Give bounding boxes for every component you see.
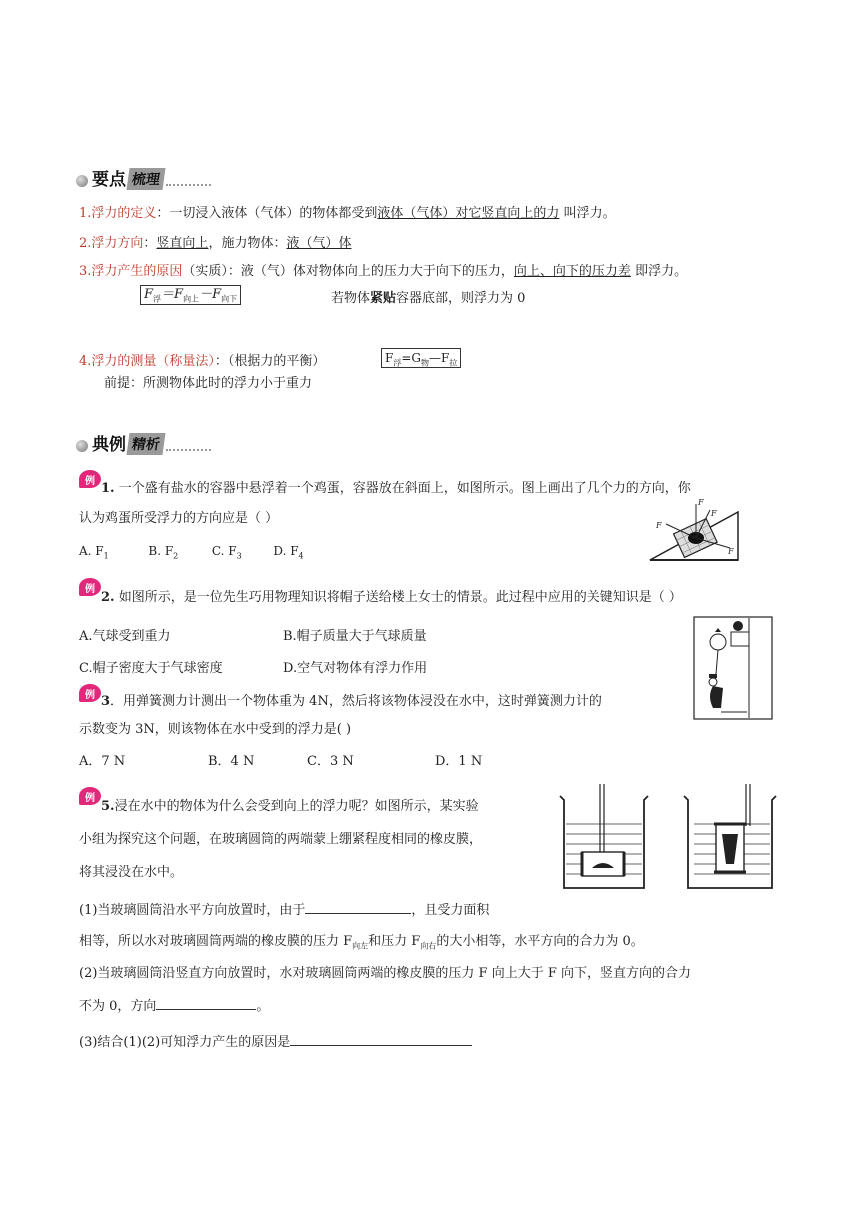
- q3-option-c[interactable]: C．3 N: [307, 754, 354, 769]
- underlined-answer: 竖直向上: [156, 236, 209, 251]
- text: 和压力 F: [368, 934, 421, 949]
- text: ，且受力面积: [411, 903, 490, 918]
- section-title: 典例: [92, 435, 126, 455]
- formula-part: —F: [428, 351, 450, 365]
- subscript: 向左: [352, 941, 369, 951]
- text: 即浮力。: [630, 264, 688, 279]
- q1-line1: [101, 477, 691, 496]
- q5-line3: 将其浸没在水中。: [79, 865, 184, 880]
- q3-option-d[interactable]: D．1 N: [435, 754, 483, 769]
- formula-sub: 浮: [153, 294, 162, 304]
- q3-option-b[interactable]: B．4 N: [208, 754, 255, 769]
- text: ：: [143, 236, 157, 251]
- formula-sub: 拉: [449, 358, 458, 368]
- q3-option-a[interactable]: A．7 N: [79, 754, 126, 769]
- q5-part3: [79, 1031, 472, 1050]
- text: (1)当玻璃圆筒沿水平方向放置时，由于: [79, 903, 306, 918]
- formula-sub: 向上: [183, 294, 200, 304]
- text: ．用弹簧测力计测出一个物体重为 4N，然后将该物体浸没在水中，这时弹簧测力计的: [110, 694, 602, 709]
- formula-part: F: [144, 287, 154, 302]
- text: (3)结合(1)(2)可知浮力产生的原因是: [79, 1035, 291, 1050]
- section-header-points: [76, 164, 211, 190]
- option-sub: 1: [103, 551, 109, 561]
- question-number: 2.: [101, 590, 115, 605]
- premise-note: 前提：所测物体此时的浮力小于重力: [104, 376, 313, 391]
- q1-option-b[interactable]: [148, 544, 179, 561]
- text: ：一切浸入液体（气体）的物体都受到: [156, 206, 378, 221]
- bullet-icon: [76, 440, 88, 452]
- text: 叫浮力。: [559, 206, 616, 221]
- formula-sub: 浮: [393, 358, 402, 368]
- q1-line2: 认为鸡蛋所受浮力的方向应是（ ）: [79, 511, 279, 526]
- example-badge-icon: 例: [79, 684, 101, 702]
- q3-line2: 示数变为 3N，则该物体在水中受到的浮力是( ): [79, 722, 352, 737]
- measure-formula-box: [381, 348, 461, 368]
- q1-options: [79, 544, 304, 560]
- point-label: 2.浮力方向: [79, 236, 144, 251]
- formula-box: [140, 285, 241, 305]
- option-sub: 2: [173, 551, 179, 561]
- section-tag: 精析: [126, 433, 165, 455]
- text: 。: [256, 999, 270, 1014]
- point-cause: [79, 260, 687, 279]
- text: 相等，所以水对玻璃圆筒两端的橡皮膜的压力 F: [79, 934, 353, 949]
- question-number: 1.: [101, 481, 115, 496]
- q1-option-d[interactable]: [273, 544, 304, 561]
- option-label: D. F: [273, 544, 299, 558]
- q5-part1-line1: [79, 899, 489, 918]
- point-label: 3.浮力产生的原因: [79, 264, 183, 279]
- q2-option-b[interactable]: B.帽子质量大于气球质量: [283, 629, 427, 644]
- q2-stem: [101, 586, 682, 605]
- question-number: 3: [101, 694, 111, 709]
- option-sub: 3: [236, 551, 242, 561]
- formula-part: －F: [199, 287, 222, 302]
- option-label: B. F: [148, 544, 174, 558]
- answer-blank[interactable]: [305, 899, 411, 914]
- svg-text:F: F: [698, 498, 704, 507]
- option-label: A. F: [79, 544, 104, 558]
- subscript: 向右: [420, 941, 437, 951]
- bold-text: 紧贴: [370, 291, 397, 306]
- example-badge-icon: 例: [79, 578, 101, 596]
- q5-part1-line2: [79, 930, 644, 952]
- text: 若物体: [331, 291, 371, 306]
- text: 浸在水中的物体为什么会受到向上的浮力呢？如图所示，某实验: [114, 799, 479, 814]
- formula-sub: 向下: [221, 294, 238, 304]
- text: 的大小相等，水平方向的合力为 0。: [436, 934, 644, 949]
- text: （实质）：液（气）体对物体向上的压力大于向下的压力，: [182, 264, 514, 279]
- q5-line2: 小组为探究这个问题，在玻璃圆筒的两端蒙上绷紧程度相同的橡皮膜，: [79, 832, 483, 847]
- dotted-rule: [166, 449, 211, 451]
- q5-part2-line2: [79, 995, 269, 1014]
- example-badge-icon: 例: [79, 787, 101, 805]
- question-number: 5.: [101, 799, 115, 814]
- answer-blank[interactable]: [156, 995, 256, 1010]
- beaker-vertical-figure: [680, 782, 780, 892]
- underlined-answer: 液体（气体）对它竖直向上的力: [377, 206, 560, 221]
- section-title: 要点: [92, 170, 126, 190]
- q2-option-c[interactable]: C.帽子密度大于气球密度: [79, 661, 223, 676]
- q5-line1: [101, 795, 479, 814]
- q2-option-d[interactable]: D.空气对物体有浮力作用: [283, 661, 428, 676]
- point-label: 1.浮力的定义: [79, 206, 157, 221]
- text: ：（根据力的平衡）: [214, 354, 326, 369]
- q3-line1: [101, 690, 602, 709]
- q1-option-c[interactable]: [211, 544, 242, 561]
- svg-text:F: F: [711, 509, 717, 518]
- text: 容器底部，则浮力为 0: [396, 291, 526, 306]
- underlined-answer: 向上、向下的压力差: [513, 264, 631, 279]
- bullet-icon: [76, 175, 88, 187]
- contact-note: [331, 287, 525, 306]
- formula-part: ＝F: [161, 287, 184, 302]
- point-definition: [79, 202, 616, 221]
- svg-text:F: F: [656, 521, 662, 530]
- option-label: C. F: [211, 544, 237, 558]
- q1-option-a[interactable]: [79, 544, 109, 561]
- answer-blank[interactable]: [290, 1031, 472, 1046]
- option-sub: 4: [298, 551, 304, 561]
- text: 如图所示，是一位先生巧用物理知识将帽子送给楼上女士的情景。此过程中应用的关键知识是（ ）: [114, 590, 682, 605]
- point-label: 4.浮力的测量（称量法）: [79, 354, 215, 369]
- formula-part: F: [385, 351, 394, 365]
- point-measure: [79, 350, 325, 369]
- text: 一个盛有盐水的容器中悬浮着一个鸡蛋，容器放在斜面上，如图所示。图上画出了几个力的方向，你: [114, 481, 691, 496]
- section-header-examples: [76, 429, 211, 455]
- hat-balloon-figure: [693, 616, 773, 720]
- q2-option-a[interactable]: A.气球受到重力: [79, 629, 171, 644]
- example-badge-icon: 例: [79, 470, 101, 488]
- beaker-horizontal-figure: [552, 782, 652, 892]
- section-tag: 梳理: [126, 168, 165, 190]
- text: 不为 0，方向: [79, 999, 157, 1014]
- dotted-rule: [166, 184, 211, 186]
- incline-egg-figure: [648, 494, 740, 566]
- formula-part: =G: [401, 351, 421, 365]
- text: ，施力物体：: [208, 236, 287, 251]
- q5-part2-line1: (2)当玻璃圆筒沿竖直方向放置时，水对玻璃圆筒两端的橡皮膜的压力 F 向上大于 F 向下，竖直方向的合力: [79, 966, 691, 981]
- point-direction: [79, 232, 351, 251]
- formula-sub: 物: [420, 358, 429, 368]
- underlined-answer: 液（气）体: [286, 236, 352, 251]
- svg-text:F: F: [728, 547, 734, 556]
